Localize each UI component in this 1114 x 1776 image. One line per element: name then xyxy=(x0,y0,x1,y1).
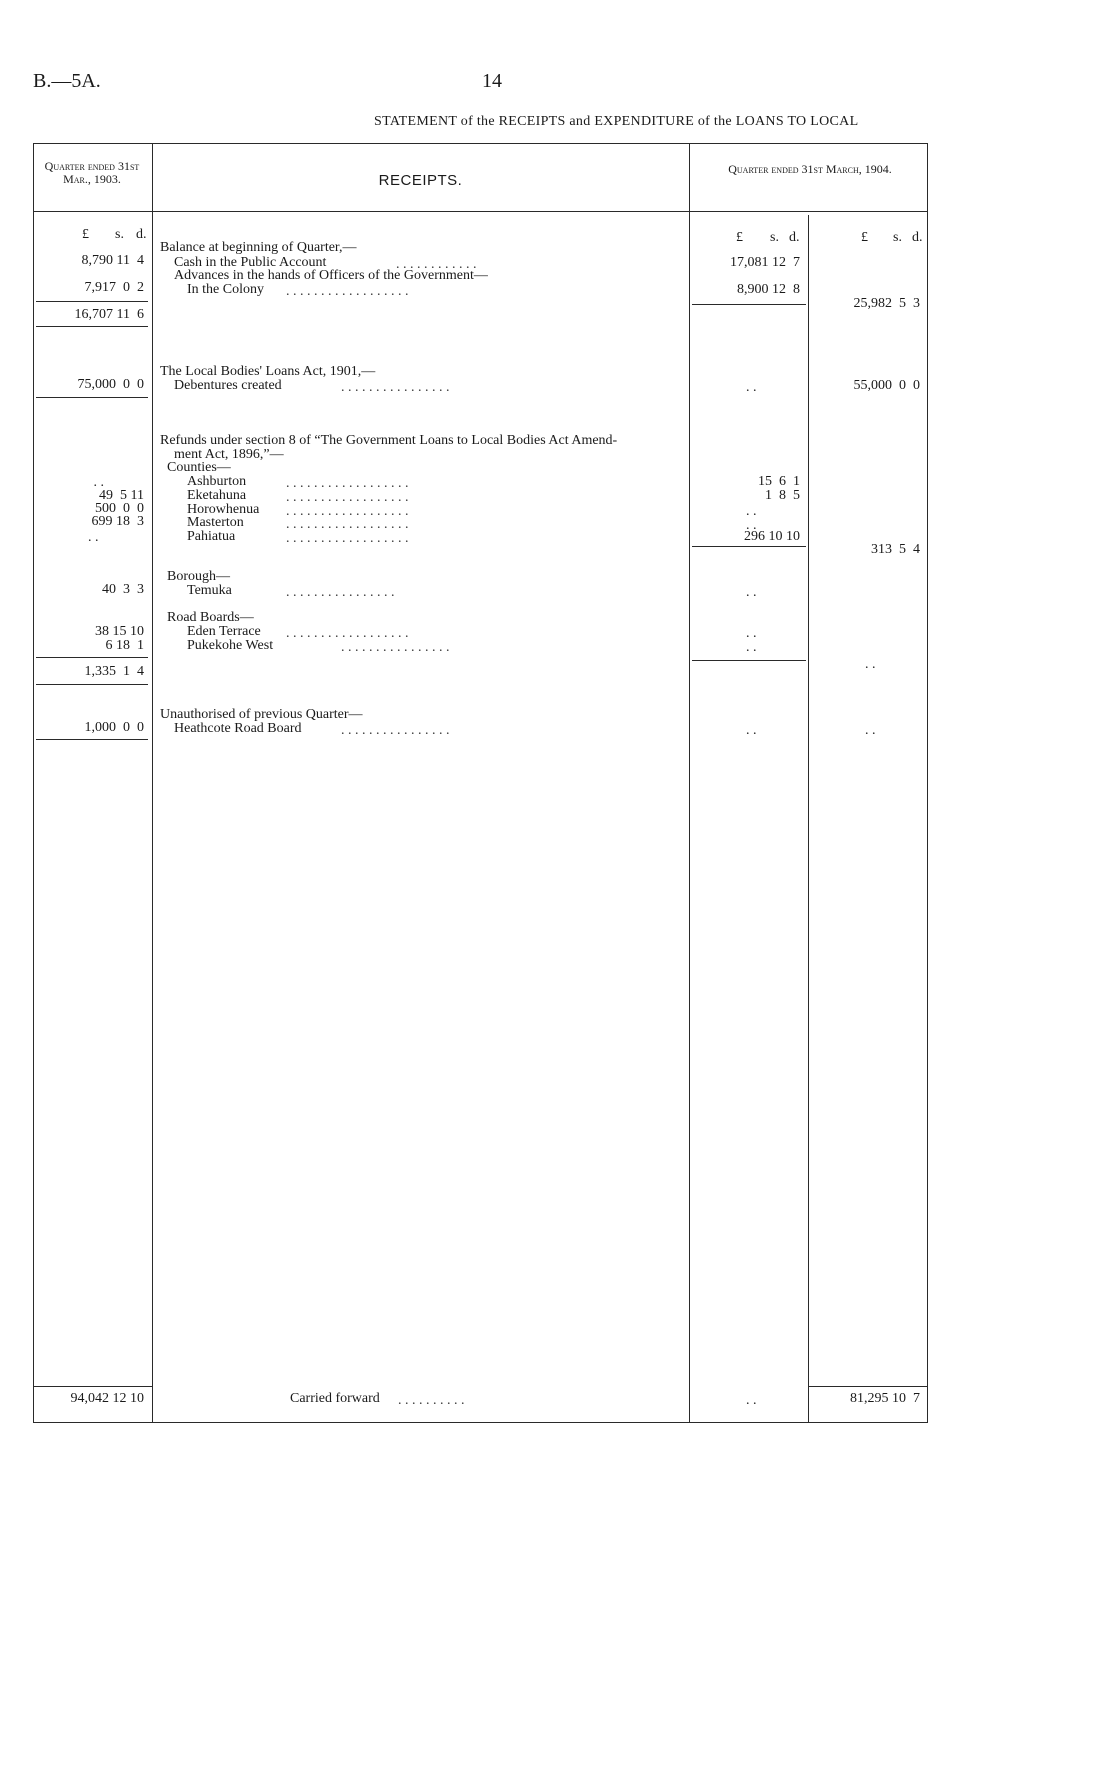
loans-act-heading: The Local Bodies' Loans Act, 1901,— xyxy=(160,364,376,379)
cur-refunds-total: . . xyxy=(865,657,876,672)
road-board-name: Eden Terrace xyxy=(187,624,261,639)
prev-pound-header: £ xyxy=(82,227,89,242)
refunds-heading-cont: ment Act, 1896,”— xyxy=(174,447,284,462)
heathcote-leader: . . . . . . . . . . . . . . . . xyxy=(341,723,450,738)
cash-label: Cash in the Public Account xyxy=(174,255,327,270)
total-shilling-header: s. xyxy=(893,230,902,245)
document-reference: B.—5A. xyxy=(33,70,101,92)
cur-counties-rule xyxy=(692,546,806,547)
prev-pence-header: d. xyxy=(136,227,147,242)
prev-refunds-total-rule xyxy=(36,684,148,685)
county-name: Pahiatua xyxy=(187,529,236,544)
debentures-leader: . . . . . . . . . . . . . . . . xyxy=(341,380,450,395)
road-board-prev-amount: 38 15 10 xyxy=(95,624,144,639)
prev-refunds-rule xyxy=(36,657,148,658)
county-leader: . . . . . . . . . . . . . . . . . . xyxy=(286,531,409,546)
prev-quarter-header: Quarter ended 31st Mar., 1903. xyxy=(44,159,140,186)
county-cur-amount: 15 6 1 xyxy=(758,474,800,489)
borough-prev-amount: 40 3 3 xyxy=(102,582,144,597)
heathcote-label: Heathcote Road Board xyxy=(174,721,302,736)
road-boards-label: Road Boards— xyxy=(167,610,254,625)
cur-debentures-detail: . . xyxy=(746,380,757,395)
road-board-cur-amount: . . xyxy=(746,640,757,655)
cur-refunds-rule xyxy=(692,660,806,661)
prev-debentures-amount: 75,000 0 0 xyxy=(77,377,144,392)
carried-forward-label: Carried forward xyxy=(290,1391,380,1406)
col-divider-left xyxy=(33,143,34,1423)
county-leader: . . . . . . . . . . . . . . . . . . xyxy=(286,504,409,519)
cur-cash-amount: 17,081 12 7 xyxy=(730,255,800,270)
prev-balance-total: 16,707 11 6 xyxy=(74,307,144,322)
colony-label: In the Colony xyxy=(187,282,264,297)
prev-balance-rule xyxy=(36,301,148,302)
county-name: Masterton xyxy=(187,515,244,530)
cur-colony-amount: 8,900 12 8 xyxy=(737,282,800,297)
cur-heathcote-total: . . xyxy=(865,723,876,738)
footer-prev-total: 94,042 12 10 xyxy=(70,1391,144,1406)
cur-debentures-total: 55,000 0 0 xyxy=(853,378,920,393)
footer-top-rule-right xyxy=(808,1386,927,1387)
footer-top-rule xyxy=(33,1386,152,1387)
county-prev-amount: . . xyxy=(93,475,104,490)
county-leader: . . . . . . . . . . . . . . . . . . xyxy=(286,517,409,532)
county-cur-amount: 1 8 5 xyxy=(765,488,800,503)
county-cur-amount: 296 10 10 xyxy=(744,529,800,544)
cur-heathcote-detail: . . xyxy=(746,723,757,738)
county-cur-amount: . . xyxy=(746,518,757,533)
road-board-name: Pukekohe West xyxy=(187,638,274,653)
cur-balance-total: 25,982 5 3 xyxy=(853,296,920,311)
prev-heathcote-amount: 1,000 0 0 xyxy=(84,720,144,735)
prev-colony-amount: 7,917 0 2 xyxy=(84,280,144,295)
receipts-header: RECEIPTS. xyxy=(378,172,463,189)
cur-pence-header: d. xyxy=(789,230,800,245)
road-board-prev-amount: 6 18 1 xyxy=(105,638,144,653)
cur-shilling-header: s. xyxy=(770,230,779,245)
prev-heathcote-rule xyxy=(36,739,148,740)
cur-balance-rule xyxy=(692,304,806,305)
refunds-heading: Refunds under section 8 of “The Government Loans to Local Bodies Act Amend- xyxy=(160,433,618,448)
road-board-cur-amount: . . xyxy=(746,626,757,641)
debentures-label: Debentures created xyxy=(174,378,282,393)
total-pound-header: £ xyxy=(861,230,868,245)
statement-title: STATEMENT of the RECEIPTS and EXPENDITURE of the LOANS TO LOCAL xyxy=(374,114,859,129)
header-bottom-rule xyxy=(33,211,928,212)
county-leader: . . . . . . . . . . . . . . . . . . xyxy=(286,476,409,491)
county-prev-amount: . . xyxy=(88,530,99,545)
balance-heading: Balance at beginning of Quarter,— xyxy=(160,240,357,255)
borough-cur-amount: . . xyxy=(746,585,757,600)
advances-label: Advances in the hands of Officers of the Government— xyxy=(174,268,488,283)
total-pence-header: d. xyxy=(912,230,923,245)
current-quarter-header: Quarter ended 31st March, 1904. xyxy=(728,162,892,176)
prev-balance-total-rule xyxy=(36,326,148,327)
counties-label: Counties— xyxy=(167,460,231,475)
road-board-leader: . . . . . . . . . . . . . . . . xyxy=(341,640,450,655)
county-name: Ashburton xyxy=(187,474,247,489)
cash-leader: . . . . . . . . . . . . xyxy=(396,257,477,272)
county-name: Eketahuna xyxy=(187,488,247,503)
county-prev-amount: 49 5 11 xyxy=(99,488,144,503)
borough-label: Borough— xyxy=(167,569,230,584)
table-bottom-rule xyxy=(33,1422,928,1423)
col-divider-prev xyxy=(152,143,153,1423)
unauthorised-heading: Unauthorised of previous Quarter— xyxy=(160,707,363,722)
col-divider-receipts xyxy=(689,143,690,1423)
prev-refunds-total: 1,335 1 4 xyxy=(84,664,144,679)
cur-pound-header: £ xyxy=(736,230,743,245)
cur-counties-total: 313 5 4 xyxy=(871,542,920,557)
carried-forward-leader: . . . . . . . . . . xyxy=(398,1393,465,1408)
county-name: Horowhenua xyxy=(187,502,260,517)
county-prev-amount: 500 0 0 xyxy=(95,501,144,516)
colony-leader: . . . . . . . . . . . . . . . . . . xyxy=(286,284,409,299)
county-leader: . . . . . . . . . . . . . . . . . . xyxy=(286,490,409,505)
col-divider-right xyxy=(927,143,928,1423)
footer-cur-detail: . . xyxy=(746,1393,757,1408)
prev-shilling-header: s. xyxy=(115,227,124,242)
county-prev-amount: 699 18 3 xyxy=(91,514,144,529)
county-cur-amount: . . xyxy=(746,504,757,519)
prev-debentures-rule xyxy=(36,397,148,398)
page-number: 14 xyxy=(482,70,502,92)
road-board-leader: . . . . . . . . . . . . . . . . . . xyxy=(286,626,409,641)
borough-name: Temuka xyxy=(187,583,232,598)
col-divider-detail xyxy=(808,215,809,1422)
footer-cur-total: 81,295 10 7 xyxy=(850,1391,920,1406)
table-top-rule xyxy=(33,143,928,144)
borough-leader: . . . . . . . . . . . . . . . . xyxy=(286,585,395,600)
prev-cash-amount: 8,790 11 4 xyxy=(81,253,144,268)
